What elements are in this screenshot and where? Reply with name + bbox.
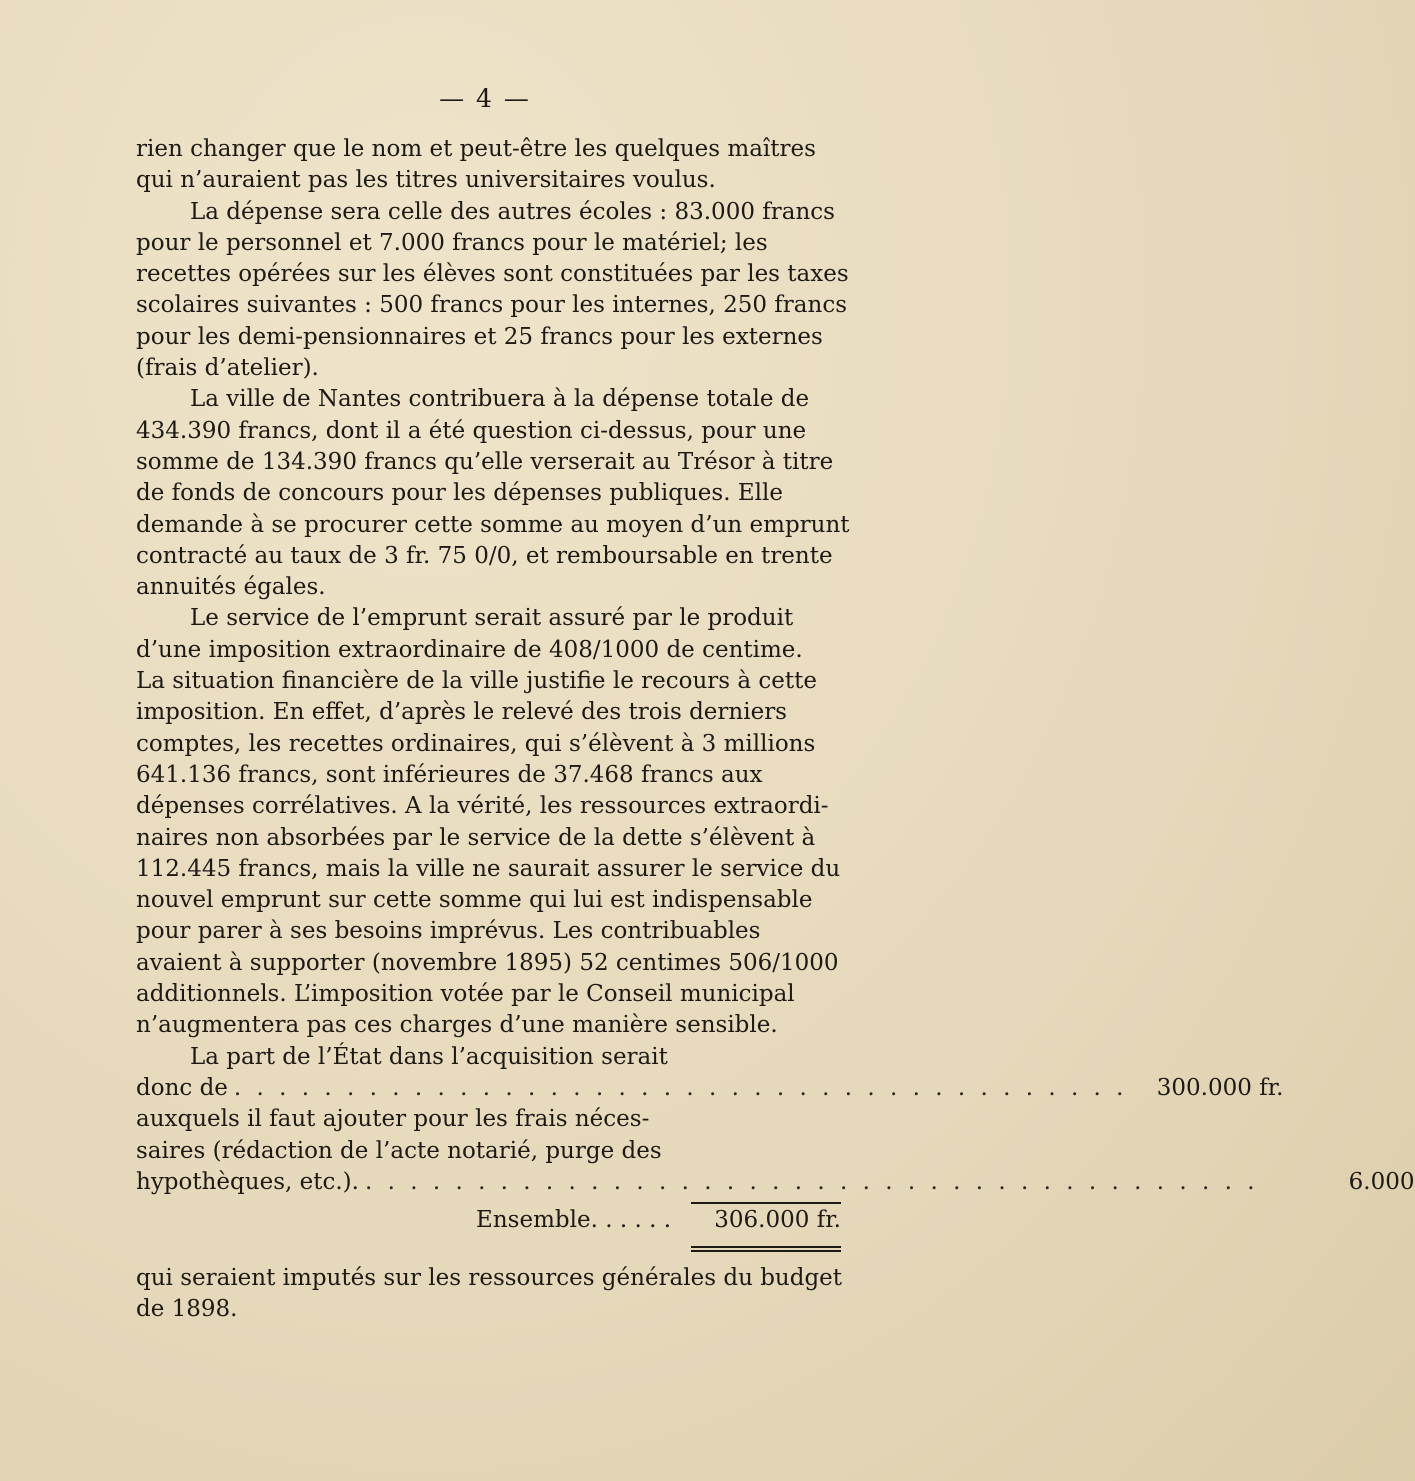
text-line: d’une imposition extraordinaire de 408/1000 de centime. (136, 636, 803, 663)
text-line: naires non absorbées par le service de la dette s’élèvent à (136, 824, 816, 851)
text-line: somme de 134.390 francs qu’elle verserait au Trésor à titre (136, 448, 834, 475)
text-line: avaient à supporter (novembre 1895) 52 centimes 506/1000 (136, 949, 839, 976)
text-line: 112.445 francs, mais la ville ne saurait assurer le service du (136, 855, 841, 882)
ledger-total-row (136, 1198, 841, 1242)
ledger-intro: La part de l’État dans l’acquisition serait (190, 1043, 668, 1070)
ledger-label: hypothèques, etc.). (136, 1168, 359, 1195)
text-line: demande à se procurer cette somme au moyen d’un emprunt (136, 511, 850, 538)
text-line: rien changer que le nom et peut-être les quelques maîtres (136, 136, 816, 162)
double-rule (691, 1250, 841, 1252)
sum-rule (691, 1202, 841, 1204)
text-line: scolaires suivantes : 500 francs pour les internes, 250 francs (136, 292, 848, 319)
text-line: imposition. En effet, d’après le relevé des trois derniers (136, 699, 787, 726)
text-line: La ville de Nantes contribuera à la dépense totale de (190, 386, 810, 413)
ledger-label: auxquels il faut ajouter pour les frais néces- (136, 1106, 650, 1133)
text-line: annuités égales. (136, 574, 326, 601)
paragraph-1 (136, 134, 841, 197)
ledger-label: saires (rédaction de l’acte notarié, purge des (136, 1137, 662, 1164)
text-line: contracté au taux de 3 fr. 75 0/0, et remboursable en trente (136, 542, 833, 569)
dot-leader: . . . . . . . . . . . . . . . . . . . . . . . . . . . . . . . . . . . . . . . . (233, 1074, 1128, 1101)
ledger-amount: 300.000 fr. (1156, 1074, 1284, 1101)
dot-leader: . . . . . . . . . . . . . . . . . . . . . . . . . . . . . . . . . . . . . . . . (364, 1168, 1259, 1195)
page-number: — 4 — (439, 84, 531, 113)
text-line: qui seraient imputés sur les ressources générales du budget (136, 1265, 843, 1291)
ledger-label: donc de (136, 1074, 228, 1101)
text-line: La dépense sera celle des autres écoles : 83.000 francs (190, 198, 835, 225)
paragraph-2 (136, 197, 849, 385)
text-line: La situation financière de la ville justifie le recours à cette (136, 668, 818, 695)
paragraph-3 (136, 384, 850, 603)
text-line: n’augmentera pas ces charges d’une manière sensible. (136, 1012, 778, 1039)
text-line: de fonds de concours pour les dépenses publiques. Elle (136, 480, 783, 507)
text-line: additionnels. L’imposition votée par le Conseil municipal (136, 981, 795, 1008)
text-line: (frais d’atelier). (136, 355, 319, 382)
text-line: recettes opérées sur les élèves sont constituées par les taxes (136, 261, 849, 288)
text-line: 434.390 francs, dont il a été question ci-dessus, pour une (136, 417, 807, 444)
text-line: pour les demi-pensionnaires et 25 francs pour les externes (136, 323, 823, 350)
text-line: de 1898. (136, 1296, 238, 1323)
closing-paragraph (136, 1263, 841, 1326)
text-line: 641.136 francs, sont inférieures de 37.468 francs aux (136, 761, 763, 788)
text-line: dépenses corrélatives. A la vérité, les ressources extraordi- (136, 793, 829, 820)
ledger-amount: 6.000 (1348, 1168, 1415, 1195)
text-line: pour parer à ses besoins imprévus. Les contribuables (136, 918, 761, 945)
paragraph-4 (136, 603, 841, 1041)
text-line: Le service de l’emprunt serait assuré par le produit (190, 605, 794, 632)
ledger-row-fees (136, 1167, 1415, 1198)
text-line: qui n’auraient pas les titres universitaires voulus. (136, 167, 716, 194)
text-line: comptes, les recettes ordinaires, qui s’élèvent à 3 millions (136, 730, 816, 757)
total-label: Ensemble. . . . . . (476, 1206, 671, 1233)
cost-ledger (136, 1042, 1415, 1242)
body-text (136, 134, 1415, 1242)
total-amount: 306.000 fr. (714, 1206, 841, 1233)
ledger-row-state-share (136, 1073, 1284, 1104)
text-line: nouvel emprunt sur cette somme qui lui est indispensable (136, 887, 813, 914)
double-rule (691, 1246, 841, 1248)
text-line: pour le personnel et 7.000 francs pour le matériel; les (136, 229, 768, 256)
